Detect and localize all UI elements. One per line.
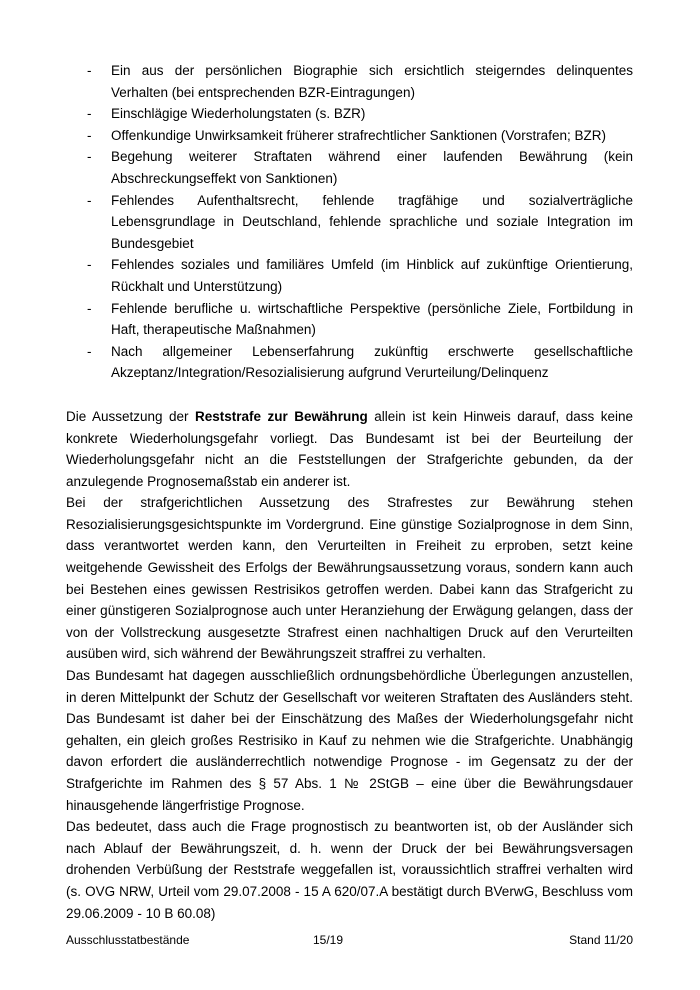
list-item-text: Ein aus der persönlichen Biographie sich ersichtlich steigerndes delinquentes Verhalten (bei entsprechenden BZR-Eintragungen) [111,63,633,100]
criteria-list [66,60,633,384]
paragraph-prognose: Das bedeutet, dass auch die Frage prognostisch zu beantworten ist, ob der Ausländer sich nach Ablauf der Bewährungszeit, d. h. wenn der Druck der bei Bewährungsversagen drohenden Verbüßung der Reststrafe weggefallen ist, voraussichtlich straffrei verhalten wird (s. OVG NRW, Urteil vom 29.07.2008 - 15 A 620/07.A bestätigt durch BVerwG, Beschluss vom 29.06.2009 - 10 B 60.08) [66,819,633,921]
list-item-text: Begehung weiterer Straftaten während einer laufenden Bewährung (kein Abschreckungseffekt von Sanktionen) [111,149,633,186]
paragraph-text: Die Aussetzung der [66,408,196,424]
footer-title: Ausschlusstatbestände [66,933,190,947]
list-item [66,341,633,384]
list-item-text: Fehlendes Aufenthaltsrecht, fehlende tragfähige und sozialverträgliche Lebensgrundlage in Deutschland, fehlende sprachliche und soziale Integration im Bundesgebiet [111,192,633,251]
bullet-marker: - [87,127,92,143]
bullet-marker: - [87,343,92,359]
list-item [66,298,633,341]
page-number: 15/19 [313,933,344,947]
list-item-text: Nach allgemeiner Lebenserfahrung zukünftig erschwerte gesellschaftliche Akzeptanz/Integration/Resozialisierung aufgrund Verurteilung/Delinquenz [111,343,633,381]
paragraph-reststrafe [66,406,633,492]
list-item-text: Fehlende berufliche u. wirtschaftliche Perspektive (persönliche Ziele, Fortbildung in Haft, therapeutische Maßnahmen) [111,300,633,338]
list-item [66,190,633,255]
bullet-marker: - [87,192,92,208]
list-item [66,125,633,147]
list-item-text: Fehlendes soziales und familiäres Umfeld (im Hinblick auf zukünftige Orientierung, Rückhalt und Unterstützung) [111,257,633,294]
document-page [66,60,633,924]
paragraph-bundesamt: Das Bundesamt hat dagegen ausschließlich ordnungsbehördliche Überlegungen anzustellen, in deren Mittelpunkt der Schutz der Gesellschaft vor weiteren Straftaten des Ausländers steht. Das Bundesamt ist daher bei der Einschätzung des Maßes der Wiederholungsgefahr nicht gehalten, ein gleich großes Restrisiko in Kauf zu nehmen wie die Strafgerichte. Unabhängig davon erfordert die ausländerrechtlich notwendige Prognose - im Gegensatz zu der der Strafgerichte im Rahmen des § 57 Abs. 1 № 2StGB – eine über die Bewährungsdauer hinausgehende längerfristige Prognose. [66,668,633,813]
bullet-marker: - [87,63,92,78]
paragraph-text: allein ist kein Hinweis darauf, dass keine konkrete Wiederholungsgefahr vorliegt. Das Bundesamt ist bei der Beurteilung der Wiederholungsgefahr nicht an die Feststellungen der Strafgerichte gebunden, da der anzulegende Prognosemaßstab ein anderer ist. [66,408,633,489]
bullet-marker: - [87,106,92,122]
list-item [66,60,633,103]
bullet-marker: - [87,300,92,316]
list-item [66,103,633,125]
footer-version: Stand 11/20 [569,933,633,947]
bullet-marker: - [87,149,92,165]
list-item-text: Einschlägige Wiederholungstaten (s. BZR) [111,106,366,122]
list-item [66,254,633,297]
list-item [66,146,633,189]
bold-term: Reststrafe zur Bewährung [195,408,368,424]
bullet-marker: - [87,257,92,273]
list-item-text: Offenkundige Unwirksamkeit früherer strafrechtlicher Sanktionen (Vorstrafen; BZR) [111,127,606,143]
paragraph-strafgericht: Bei der strafgerichtlichen Aussetzung des Strafrestes zur Bewährung stehen Resozialisierungsgesichtspunkte im Vordergrund. Eine günstige Sozialprognose in dem Sinn, dass verantwortet werden kann, den Verurteilten in Freiheit zu erproben, setzt keine weitgehende Gewissheit des Erfolgs der Bewährungsaussetzung voraus, sondern kann auch bei Bestehen eines gewissen Restrisikos getroffen werden. Dabei kann das Strafgericht zu einer günstigeren Sozialprognose auch unter Heranziehung der Erwägung gelangen, dass der von der Vollstreckung ausgesetzte Strafrest einen nachhaltigen Druck auf den Verurteilten ausüben wird, sich während der Bewährungszeit straffrei zu verhalten. [66,495,633,662]
